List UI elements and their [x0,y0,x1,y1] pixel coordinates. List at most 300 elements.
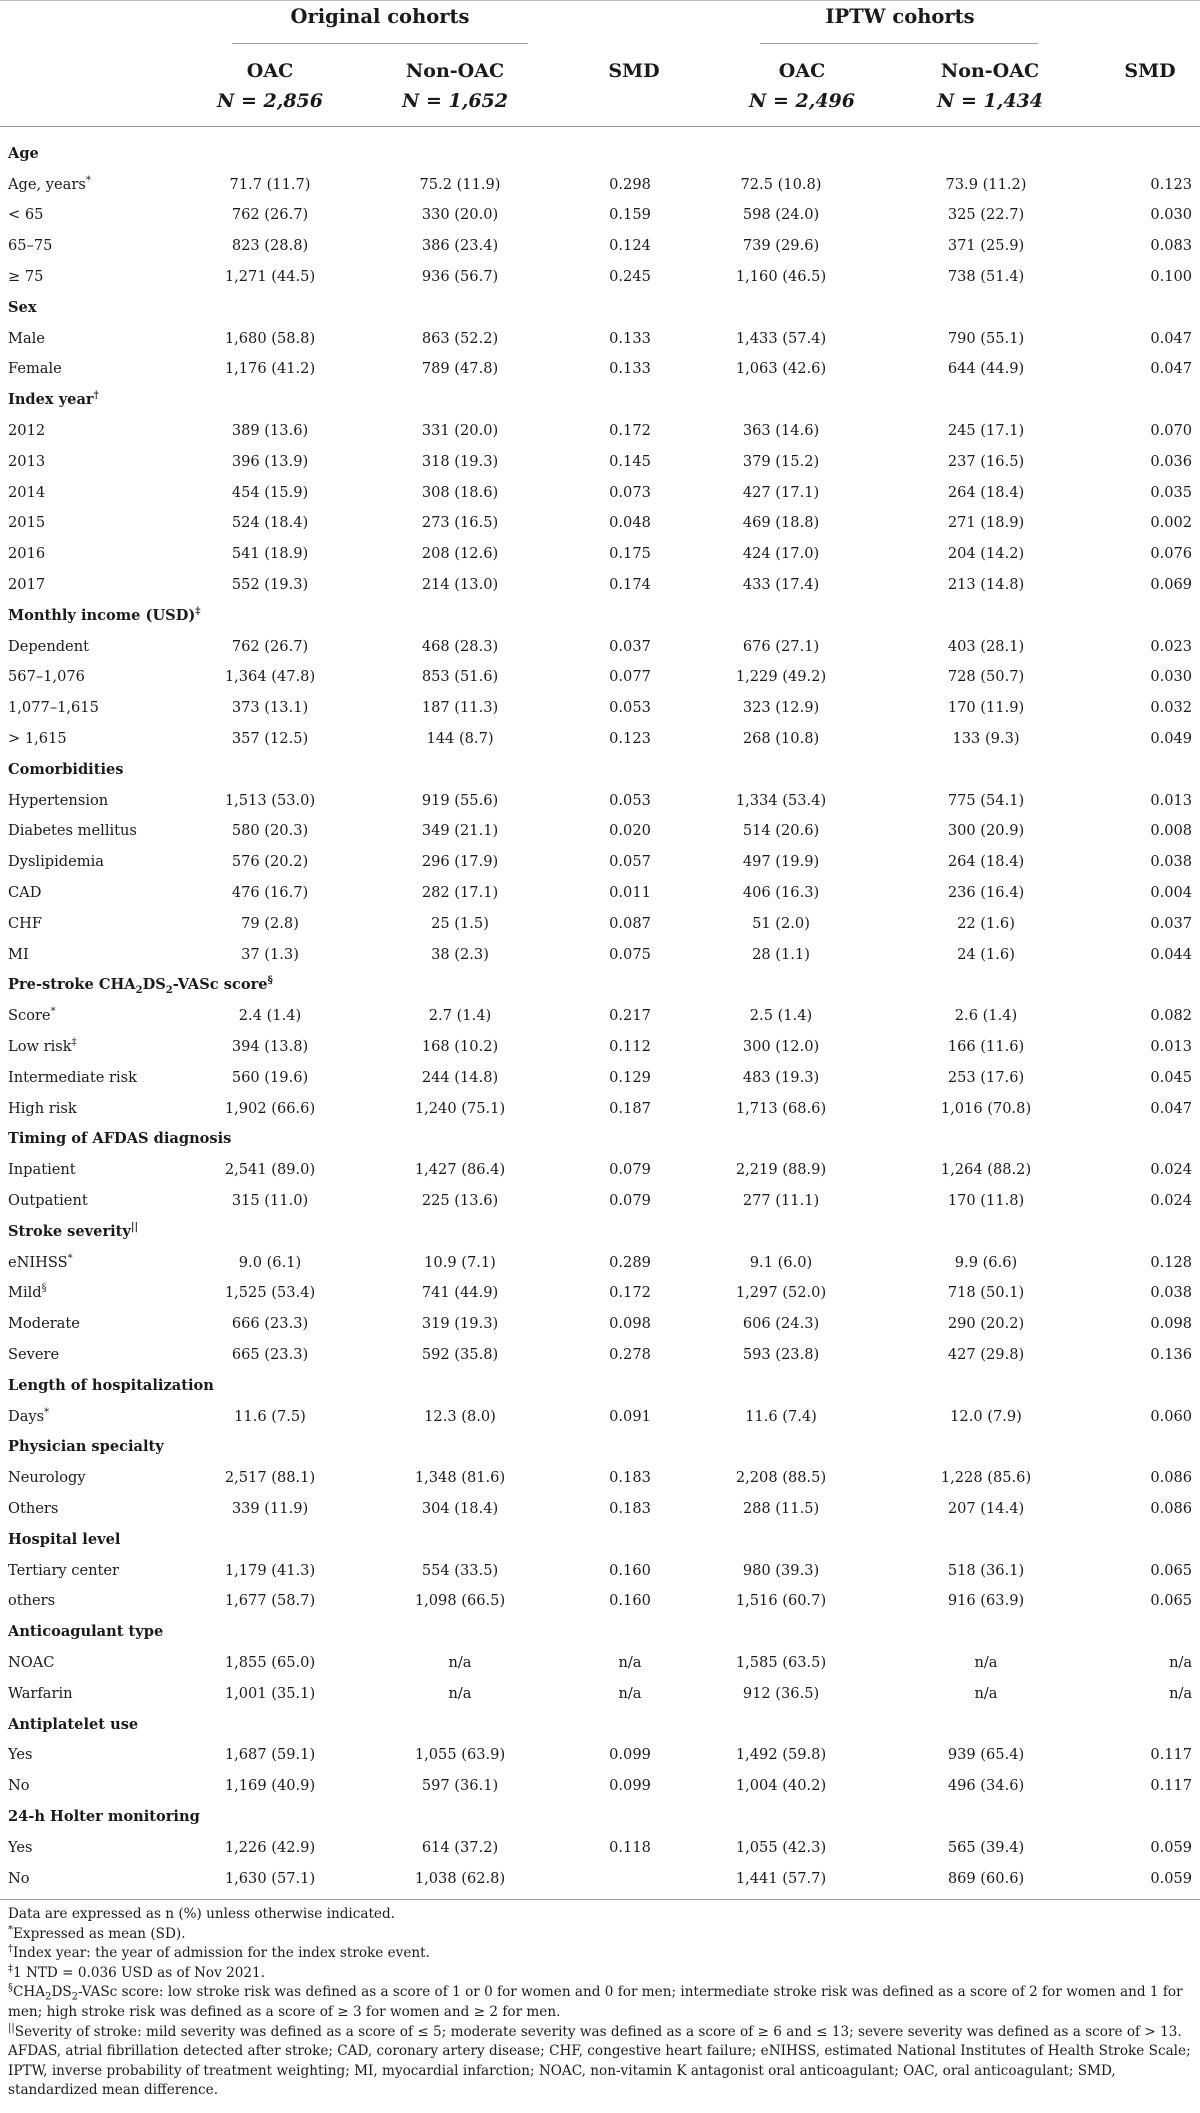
cell-oac-original: 2,517 (88.1) [224,1469,316,1487]
section-header-row [0,384,1200,415]
cell-oac-original: 666 (23.3) [231,1315,309,1333]
cell-oac-iptw: 11.6 (7.4) [745,1407,817,1425]
row-label: Tertiary center [8,1561,119,1579]
cell-smd-iptw: 0.070 [1150,422,1193,440]
row-label: High risk [8,1099,77,1117]
cell-nonoac-iptw: 236 (16.4) [947,884,1025,902]
cell-smd-iptw: 0.008 [1150,822,1193,840]
table-row [0,1062,1200,1093]
cell-nonoac-iptw: 73.9 (11.2) [945,175,1027,193]
cell-smd-iptw: 0.024 [1150,1161,1193,1179]
cell-smd-iptw: 0.059 [1150,1869,1193,1887]
cell-nonoac-original: 1,038 (62.8) [414,1869,506,1887]
table-row [0,1247,1200,1278]
cell-nonoac-iptw: 290 (20.2) [947,1315,1025,1333]
cell-oac-iptw: 1,334 (53.4) [735,791,827,809]
cell-oac-original: 2,541 (89.0) [224,1161,316,1179]
cell-nonoac-iptw: 403 (28.1) [947,637,1025,655]
cell-nonoac-iptw: 170 (11.8) [947,1191,1025,1209]
cell-oac-original: 37 (1.3) [241,945,299,963]
cell-oac-original: 339 (11.9) [231,1499,309,1517]
table-row [0,846,1200,877]
cell-nonoac-iptw: 738 (51.4) [947,268,1025,286]
table-row [0,939,1200,970]
cell-smd-original: 0.011 [609,884,651,902]
section-header-row [0,292,1200,323]
cell-smd-iptw: 0.060 [1150,1407,1193,1425]
cell-smd-iptw: 0.086 [1150,1469,1193,1487]
cell-oac-iptw: 1,516 (60.7) [735,1592,827,1610]
cell-oac-iptw: 2,208 (88.5) [735,1469,827,1487]
section-header-row [0,1709,1200,1740]
cell-nonoac-iptw: 271 (18.9) [947,514,1025,532]
cell-smd-iptw: n/a [1169,1653,1193,1671]
cell-nonoac-iptw: 496 (34.6) [947,1777,1025,1795]
cell-smd-original: 0.075 [609,945,651,963]
cell-smd-iptw: 0.038 [1150,853,1193,871]
cell-oac-iptw: 593 (23.8) [742,1345,820,1363]
cell-nonoac-original: 349 (21.1) [421,822,499,840]
cell-oac-original: 1,855 (65.0) [224,1653,316,1671]
cell-oac-original: 454 (15.9) [231,483,309,501]
table-row [0,477,1200,508]
cell-smd-iptw: 0.023 [1150,637,1193,655]
cell-nonoac-original: 468 (28.3) [421,637,499,655]
table-row [0,1093,1200,1124]
cell-nonoac-iptw: 869 (60.6) [947,1869,1025,1887]
row-label: others [8,1592,56,1610]
cell-nonoac-iptw: 728 (50.7) [947,668,1025,686]
row-label: Severe [8,1345,60,1363]
row-label: Age, years* [8,174,91,193]
table-footnotes [8,1905,1192,2101]
col-nonoac-iptw: Non-OAC N = 1,434 [936,60,1043,112]
cell-nonoac-iptw: 427 (29.8) [947,1345,1025,1363]
cell-smd-original: 0.133 [609,329,651,347]
cell-smd-original: 0.077 [609,668,651,686]
cell-oac-original: 1,902 (66.6) [224,1099,316,1117]
table-row [0,354,1200,385]
table-row [0,1770,1200,1801]
cell-smd-original: 0.037 [609,637,651,655]
cell-smd-original: 0.172 [609,1284,651,1302]
cell-oac-iptw: 268 (10.8) [742,730,820,748]
cell-oac-original: 823 (28.8) [231,237,309,255]
cell-oac-original: 1,176 (41.2) [224,360,316,378]
cell-smd-original: 0.160 [609,1561,651,1579]
cell-nonoac-iptw: 213 (14.8) [947,576,1025,594]
footnote-stroke-severity: ||Severity of stroke: mild severity was defined as a score of ≤ 5; moderate severity was defined as a score of ≥ 6 and ≤ 13; severe severity was defined as a score of > 13. [8,2022,1182,2040]
cell-nonoac-original: 208 (12.6) [421,545,499,563]
table-row [0,200,1200,231]
cell-smd-iptw: 0.086 [1150,1499,1193,1517]
cell-oac-original: 552 (19.3) [231,576,309,594]
group-rule-original [232,43,528,44]
section-header-row [0,1524,1200,1555]
cell-smd-iptw: 0.069 [1150,576,1193,594]
cell-smd-original: 0.079 [609,1191,651,1209]
cell-smd-original: 0.124 [609,237,651,255]
cell-nonoac-original: n/a [448,1653,472,1671]
cell-oac-original: 1,525 (53.4) [224,1284,316,1302]
cell-nonoac-iptw: 237 (16.5) [947,452,1025,470]
cell-nonoac-original: 296 (17.9) [421,853,499,871]
cell-smd-original: 0.087 [609,914,651,932]
cell-nonoac-iptw: 24 (1.6) [957,945,1015,963]
cell-smd-original: 0.298 [609,175,651,193]
row-label: ≥ 75 [8,268,44,286]
cell-oac-original: 1,271 (44.5) [224,268,316,286]
row-label: Inpatient [8,1161,76,1179]
cell-nonoac-original: 225 (13.6) [421,1191,499,1209]
cell-smd-original: 0.245 [609,268,651,286]
cell-oac-iptw: 514 (20.6) [742,822,820,840]
cell-nonoac-iptw: 916 (63.9) [947,1592,1025,1610]
cell-oac-original: 541 (18.9) [231,545,309,563]
cell-oac-iptw: 1,297 (52.0) [735,1284,827,1302]
section-header-row [0,754,1200,785]
cell-smd-original: 0.174 [609,576,651,594]
cell-oac-original: 11.6 (7.5) [234,1407,306,1425]
table-row [0,1339,1200,1370]
table-row [0,631,1200,662]
cell-nonoac-original: 308 (18.6) [421,483,499,501]
cell-smd-iptw: 0.049 [1150,730,1193,748]
section-label: Sex [8,298,37,316]
section-label: Age [8,144,39,162]
section-header-row [0,1216,1200,1247]
cell-oac-original: 1,513 (53.0) [224,791,316,809]
footnote-index-year: †Index year: the year of admission for the index stroke event. [8,1943,430,1962]
table-row [0,1739,1200,1770]
cell-smd-original: 0.079 [609,1161,651,1179]
cell-oac-original: 665 (23.3) [231,1345,309,1363]
cell-smd-iptw: 0.002 [1150,514,1193,532]
cell-nonoac-original: 25 (1.5) [431,914,489,932]
cell-smd-iptw: 0.083 [1150,237,1193,255]
cell-smd-iptw: 0.117 [1150,1746,1193,1764]
section-label: Hospital level [8,1530,121,1548]
cell-oac-iptw: 424 (17.0) [742,545,820,563]
row-label: < 65 [8,206,44,224]
cell-nonoac-iptw: 718 (50.1) [947,1284,1025,1302]
cell-smd-original: 0.172 [609,422,651,440]
section-header-row [0,1370,1200,1401]
cell-smd-original: 0.289 [609,1253,651,1271]
cell-nonoac-iptw: 170 (11.9) [947,699,1025,717]
section-label: Antiplatelet use [8,1715,139,1733]
table-row [0,230,1200,261]
section-label: 24-h Holter monitoring [8,1807,200,1825]
cell-oac-original: 1,630 (57.1) [224,1869,316,1887]
footnote-abbreviations: AFDAS, atrial fibrillation detected after stroke; CAD, coronary artery disease; CHF, congestive heart failure; eNIHSS, estimated National Institutes of Health Stroke Scale; IPTW, inverse probability of treatment weighting; MI, myocardial infarction; NOAC, non-vitamin K antagonist oral anticoagulant; OAC, oral anticoagulant; SMD, standardized mean difference. [8,2043,1191,2099]
cell-smd-iptw: 0.047 [1150,1099,1193,1117]
cell-nonoac-original: 863 (52.2) [421,329,499,347]
cell-oac-original: 315 (11.0) [231,1191,309,1209]
cell-oac-original: 1,001 (35.1) [224,1684,316,1702]
cell-nonoac-original: 273 (16.5) [421,514,499,532]
cell-oac-iptw: 51 (2.0) [752,914,810,932]
cell-oac-iptw: 427 (17.1) [742,483,820,501]
cell-oac-iptw: 1,004 (40.2) [735,1777,827,1795]
cell-smd-iptw: 0.047 [1150,329,1193,347]
row-label: Diabetes mellitus [8,822,137,840]
table-row [0,662,1200,693]
cell-smd-original: 0.129 [609,1068,651,1086]
characteristics-table [0,138,1200,1893]
table-group-header [0,0,1200,49]
cell-oac-iptw: 1,055 (42.3) [735,1838,827,1856]
cell-nonoac-iptw: 1,016 (70.8) [940,1099,1032,1117]
row-label: MI [8,945,29,963]
col-oac-original: OAC N = 2,856 [216,60,323,112]
cell-nonoac-original: 38 (2.3) [431,945,489,963]
section-header-row [0,970,1200,1001]
cell-nonoac-original: 614 (37.2) [421,1838,499,1856]
table-row [0,816,1200,847]
cell-oac-iptw: 1,492 (59.8) [735,1746,827,1764]
cell-smd-iptw: 0.038 [1150,1284,1193,1302]
footnote-mean-sd: *Expressed as mean (SD). [8,1924,186,1942]
cell-smd-original: 0.099 [609,1777,651,1795]
cell-nonoac-iptw: 518 (36.1) [947,1561,1025,1579]
cell-oac-iptw: 379 (15.2) [742,452,820,470]
table-row [0,723,1200,754]
cell-nonoac-iptw: 264 (18.4) [947,853,1025,871]
table-row [0,1031,1200,1062]
cell-smd-original: 0.053 [609,791,651,809]
section-header-row [0,1431,1200,1462]
row-label: Dependent [8,637,89,655]
cell-oac-iptw: 323 (12.9) [742,699,820,717]
cell-oac-original: 394 (13.8) [231,1038,309,1055]
cell-oac-original: 1,680 (58.8) [224,329,316,347]
cell-smd-iptw: 0.030 [1150,668,1193,686]
table-row [0,1585,1200,1616]
cell-nonoac-original: 554 (33.5) [421,1561,499,1579]
cell-smd-original: 0.118 [609,1838,651,1856]
cell-oac-original: 357 (12.5) [231,730,309,748]
cell-nonoac-original: 318 (19.3) [421,452,499,470]
row-label: Others [8,1499,59,1517]
cell-smd-original: 0.183 [609,1469,651,1487]
cell-oac-iptw: 1,063 (42.6) [735,360,827,378]
group-original-cohorts: Original cohorts [290,5,470,28]
cell-smd-original: 0.160 [609,1592,651,1610]
footnote-currency: ‡1 NTD = 0.036 USD as of Nov 2021. [8,1963,266,1981]
cell-oac-iptw: 598 (24.0) [742,206,820,224]
cell-nonoac-iptw: 12.0 (7.9) [950,1407,1022,1425]
cell-nonoac-iptw: 939 (65.4) [947,1746,1025,1764]
cell-oac-iptw: 606 (24.3) [742,1315,820,1333]
cell-oac-original: 1,226 (42.9) [224,1838,316,1856]
row-label: Dyslipidemia [8,853,104,871]
cell-oac-iptw: 2.5 (1.4) [749,1007,813,1025]
row-label: 2015 [8,514,46,532]
cell-smd-iptw: 0.045 [1150,1068,1193,1086]
row-label: Yes [8,1746,33,1764]
row-label: 2017 [8,576,46,594]
table-row [0,169,1200,200]
cell-smd-iptw: n/a [1169,1684,1193,1702]
cell-oac-iptw: 469 (18.8) [742,514,820,532]
cell-nonoac-original: 741 (44.9) [421,1284,499,1302]
cell-nonoac-original: n/a [448,1684,472,1702]
cell-oac-original: 79 (2.8) [241,914,299,932]
col-oac-iptw: OAC N = 2,496 [748,60,855,112]
table-row [0,1154,1200,1185]
cell-nonoac-original: 592 (35.8) [421,1345,499,1363]
table-column-header [0,52,1200,127]
cell-nonoac-iptw: 166 (11.6) [947,1038,1025,1055]
row-label: 567–1,076 [8,668,85,686]
cell-nonoac-original: 597 (36.1) [421,1777,499,1795]
cell-nonoac-original: 214 (13.0) [421,576,499,594]
section-label: Anticoagulant type [8,1623,164,1641]
section-label: Length of hospitalization [8,1376,214,1394]
table-row [0,1832,1200,1863]
cell-nonoac-iptw: 245 (17.1) [947,422,1025,440]
cell-smd-iptw: 0.065 [1150,1561,1193,1579]
cell-oac-original: 524 (18.4) [231,514,309,532]
cell-nonoac-iptw: 1,228 (85.6) [940,1469,1032,1487]
cell-nonoac-original: 187 (11.3) [421,699,499,717]
section-label: Monthly income (USD)‡ [8,605,201,624]
row-label: Male [8,329,45,347]
cell-nonoac-original: 75.2 (11.9) [419,175,501,193]
row-label: 2016 [8,545,46,563]
cell-nonoac-iptw: 371 (25.9) [947,237,1025,255]
table-row [0,1000,1200,1031]
section-header-row [0,600,1200,631]
group-iptw-cohorts: IPTW cohorts [825,5,975,28]
cell-nonoac-iptw: 207 (14.4) [947,1499,1025,1517]
cell-smd-original: 0.098 [609,1315,651,1333]
cell-smd-original: 0.183 [609,1499,651,1517]
cell-smd-iptw: 0.136 [1150,1345,1193,1363]
cell-nonoac-original: 168 (10.2) [421,1038,499,1055]
cell-oac-iptw: 72.5 (10.8) [740,175,822,193]
cell-nonoac-iptw: 204 (14.2) [947,545,1025,563]
cell-nonoac-iptw: 253 (17.6) [947,1068,1025,1086]
cell-smd-iptw: 0.098 [1150,1315,1193,1333]
cell-oac-iptw: 288 (11.5) [742,1499,820,1517]
cell-nonoac-iptw: 133 (9.3) [952,730,1020,748]
cell-smd-original: 0.057 [609,853,651,871]
cell-smd-iptw: 0.030 [1150,206,1193,224]
cell-smd-original: 0.159 [609,206,651,224]
cell-smd-original [580,1863,680,1894]
cell-nonoac-original: 244 (14.8) [421,1068,499,1086]
cell-oac-iptw: 1,433 (57.4) [735,329,827,347]
cell-smd-iptw: 0.117 [1150,1777,1193,1795]
section-label: Stroke severity|| [8,1221,139,1240]
cell-smd-original: 0.112 [609,1038,651,1055]
row-label: Outpatient [8,1191,88,1209]
cell-nonoac-iptw: 565 (39.4) [947,1838,1025,1856]
cell-nonoac-original: 936 (56.7) [421,268,499,286]
section-label: Physician specialty [8,1438,164,1456]
cell-oac-original: 762 (26.7) [231,206,309,224]
row-label: Days* [8,1406,50,1425]
cell-smd-original: 0.133 [609,360,651,378]
row-label: Neurology [8,1469,86,1487]
cell-nonoac-iptw: 775 (54.1) [947,791,1025,809]
row-label: 2013 [8,452,46,470]
cell-smd-original: 0.217 [609,1007,651,1025]
cell-nonoac-iptw: 2.6 (1.4) [954,1007,1018,1025]
table-row [0,446,1200,477]
cell-oac-original: 1,169 (40.9) [224,1777,316,1795]
cell-nonoac-original: 144 (8.7) [426,730,494,748]
table-row [0,1493,1200,1524]
cell-nonoac-original: 1,427 (86.4) [414,1161,506,1179]
row-label: CHF [8,914,43,932]
row-label: NOAC [8,1653,55,1671]
section-header-row [0,1616,1200,1647]
cell-nonoac-iptw: 300 (20.9) [947,822,1025,840]
cell-smd-iptw: 0.059 [1150,1838,1193,1856]
cell-nonoac-original: 282 (17.1) [421,884,499,902]
cell-oac-iptw: 980 (39.3) [742,1561,820,1579]
table-row [0,1863,1200,1894]
cell-oac-original: 9.0 (6.1) [238,1253,302,1271]
col-smd-iptw: SMD [1124,60,1176,82]
cell-oac-iptw: 497 (19.9) [742,853,820,871]
cell-smd-original: 0.053 [609,699,651,717]
cell-nonoac-original: 10.9 (7.1) [424,1253,496,1271]
cell-smd-iptw: 0.035 [1150,483,1193,501]
cell-smd-iptw: 0.024 [1150,1191,1193,1209]
cell-smd-iptw: 0.004 [1150,884,1193,902]
row-label: Hypertension [8,791,109,809]
row-label: Score* [8,1006,56,1025]
cell-nonoac-original: 1,348 (81.6) [414,1469,506,1487]
cell-smd-iptw: 0.082 [1150,1007,1193,1025]
table-row [0,261,1200,292]
cell-nonoac-iptw: 264 (18.4) [947,483,1025,501]
cell-oac-original: 396 (13.9) [231,452,309,470]
cell-oac-iptw: 9.1 (6.0) [749,1253,813,1271]
table-row [0,1277,1200,1308]
table-row [0,1308,1200,1339]
cell-oac-original: 580 (20.3) [231,822,309,840]
cell-smd-iptw: 0.123 [1150,175,1193,193]
table-row [0,1401,1200,1432]
table-row [0,877,1200,908]
table-row [0,1185,1200,1216]
cell-oac-iptw: 1,585 (63.5) [735,1653,827,1671]
cell-smd-iptw: 0.047 [1150,360,1193,378]
row-label: Female [8,360,62,378]
row-label: Yes [8,1838,33,1856]
cell-nonoac-original: 853 (51.6) [421,668,499,686]
cell-nonoac-iptw: 9.9 (6.6) [954,1253,1018,1271]
row-label: Moderate [8,1315,80,1333]
row-label: CAD [8,884,42,902]
cell-oac-iptw: 2,219 (88.9) [735,1161,827,1179]
cell-smd-original: n/a [618,1653,642,1671]
cell-smd-iptw: 0.013 [1150,1038,1193,1055]
cell-nonoac-iptw: 22 (1.6) [957,914,1015,932]
cell-smd-iptw: 0.076 [1150,545,1193,563]
cell-nonoac-original: 12.3 (8.0) [424,1407,496,1425]
row-label: 65–75 [8,237,53,255]
table-row [0,538,1200,569]
section-label: Comorbidities [8,760,124,778]
cell-nonoac-original: 330 (20.0) [421,206,499,224]
cell-nonoac-original: 304 (18.4) [421,1499,499,1517]
